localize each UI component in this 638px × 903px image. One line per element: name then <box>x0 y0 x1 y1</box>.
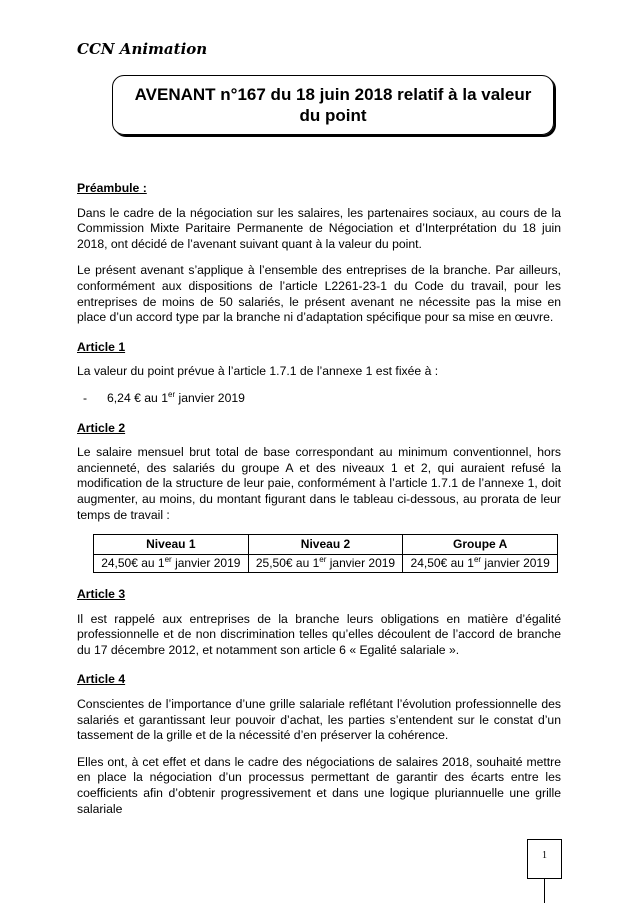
table-header-cell: Niveau 2 <box>248 535 403 555</box>
article-3-text: Il est rappelé aux entreprises de la branche leurs obligations en matière d’égalité professionnelle et de non discrimination telles qu’elles découlent de l’accord de branche du 17 décembre 2012, et notamment son article 6 « Egalité salariale ». <box>77 611 561 657</box>
item-amount: 6,24 € au 1 <box>107 390 168 405</box>
page-number-rule <box>544 879 545 903</box>
cell-amount: 24,50€ au 1 <box>410 556 474 571</box>
article-4-paragraph-2: Elles ont, à cet effet et dans le cadre des négociations de salaires 2018, souhaité mettre en place la négociation d’un processus permettant de garantir des écarts entre les coefficients afin d’obtenir progressivement et dans une logique pluriannuelle une grille salariale <box>77 754 561 816</box>
article-4-paragraph-1: Conscientes de l’importance d’une grille salariale reflétant l’évolution professionnelle des salariés et garantissant leur pouvoir d’achat, les parties s’entendent sur le constat d’un tassement de la grille et de la nécessité d’en préserver la cohérence. <box>77 697 561 743</box>
cell-date: janvier 2019 <box>171 556 241 571</box>
page-number-box <box>527 839 562 879</box>
item-sup: er <box>168 389 176 399</box>
cell-sup: er <box>164 555 172 565</box>
preambule-paragraph-2: Le présent avenant s’applique à l’ensemble des entreprises de la branche. Par ailleurs, conformément aux dispositions de l’article L2261-23-1 du Code du travail, pour les entreprises de moins de 50 salariés, le présent avenant ne nécessite pas la mise en place d’un accord type par la branche ni d’adaptation spécifique pour sa mise en œuvre. <box>77 263 561 325</box>
article-1-text: La valeur du point prévue à l’article 1.7.1 de l’annexe 1 est fixée à : <box>77 364 439 379</box>
cell-amount: 24,50€ au 1 <box>101 556 165 571</box>
cell-amount: 25,50€ au 1 <box>255 556 320 571</box>
article-1-heading: Article 1 <box>77 339 126 354</box>
document-title: AVENANT n°167 du 18 juin 2018 relatif à la valeur du point <box>134 85 532 125</box>
page-number: 1 <box>542 850 547 861</box>
running-header: CCN Animation <box>77 40 208 58</box>
item-date: janvier 2019 <box>175 390 245 405</box>
article-3-heading: Article 3 <box>77 587 126 602</box>
table-row <box>94 555 558 573</box>
table-cell <box>248 555 403 573</box>
table-header-cell: Niveau 1 <box>94 535 249 555</box>
article-2-heading: Article 2 <box>77 420 126 435</box>
article-1-list-item <box>77 391 561 407</box>
salary-table <box>93 534 558 573</box>
list-dash: - <box>83 390 88 405</box>
preambule-paragraph-1: Dans le cadre de la négociation sur les salaires, les partenaires sociaux, au cours de la Commission Mixte Paritaire Permanente de Négociation et d’Interprétation du 18 juin 2018, ont décidé de l’avenant suivant quant à la valeur du point. <box>77 205 561 251</box>
article-2-text: Le salaire mensuel brut total de base correspondant au minimum conventionnel, hors ancienneté, des salariés du groupe A et des niveaux 1 et 2, qui auraient refusé la modification de la structure de leur paie, conformément à l’article 1.7.1 de l’annexe 1, doit augmenter, au moins, du montant figurant dans le tableau ci-dessous, au prorata de leur temps de travail : <box>77 445 561 522</box>
table-header-row <box>94 535 558 555</box>
preambule-heading: Préambule : <box>77 181 147 195</box>
table-header-cell: Groupe A <box>403 535 558 555</box>
cell-sup: er <box>473 555 482 565</box>
cell-date: janvier 2019 <box>326 556 396 571</box>
cell-sup: er <box>319 555 327 565</box>
cell-date: janvier 2019 <box>481 556 550 571</box>
title-box <box>112 75 554 135</box>
table-cell <box>94 555 249 573</box>
document-body <box>77 181 561 828</box>
article-4-heading: Article 4 <box>77 672 126 687</box>
table-cell <box>403 555 558 573</box>
